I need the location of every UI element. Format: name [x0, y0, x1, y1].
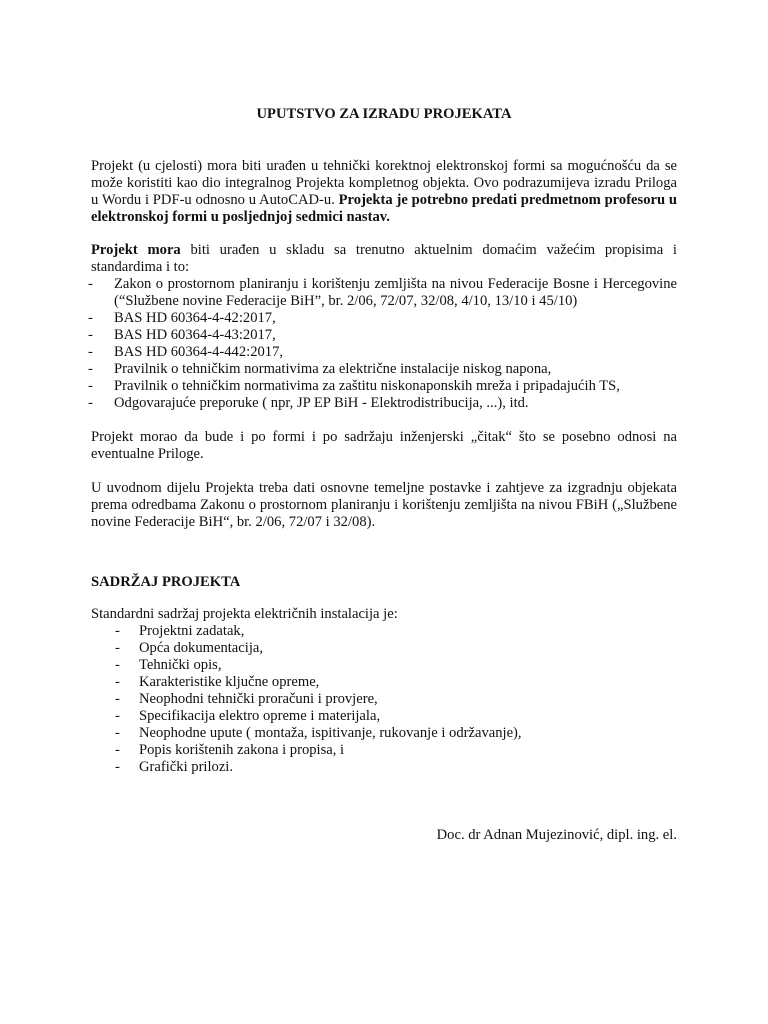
dash-bullet: -: [115, 708, 120, 724]
list-item: [91, 640, 677, 657]
contents-intro: Standardni sadržaj projekta električnih instalacija je:: [91, 606, 398, 622]
dash-bullet: -: [115, 623, 120, 639]
requirements-text: biti urađen u skladu sa trenutno aktuelnim domaćim važećim propisima i standardima i to:: [91, 242, 677, 275]
list-item: [91, 674, 677, 691]
list-item: [88, 395, 677, 412]
intro-paragraph: [91, 158, 677, 226]
list-item: [88, 361, 677, 378]
dash-bullet: -: [88, 327, 93, 343]
list-item-text: Grafički prilozi.: [139, 759, 234, 775]
list-item-text: Neophodne upute ( montaža, ispitivanje, rukovanje i održavanje),: [139, 725, 522, 741]
list-item-text: Pravilnik o tehničkim normativima za zaštitu niskonaponskih mreža i pripadajućih TS,: [114, 378, 620, 394]
requirements-paragraph: [91, 242, 677, 276]
list-item: [91, 623, 677, 640]
list-item-text: Specifikacija elektro opreme i materijala,: [139, 708, 381, 724]
dash-bullet: -: [115, 759, 120, 775]
document-title: UPUTSTVO ZA IZRADU PROJEKATA: [256, 106, 512, 122]
list-item-text: Odgovarajuće preporuke ( npr, JP EP BiH - Elektrodistribucija, ...), itd.: [114, 395, 529, 411]
contents-list: [91, 623, 677, 776]
list-item: [88, 378, 677, 395]
intro-bold-text: Projekta je potrebno predati predmetnom profesoru u elektronskoj formi u posljednjoj sedmici nastav.: [91, 192, 677, 225]
readability-paragraph: Projekt morao da bude i po formi i po sadržaju inženjerski „čitak“ što se posebno odnosi na eventualne Priloge.: [91, 429, 677, 462]
list-item: [91, 759, 677, 776]
dash-bullet: -: [115, 691, 120, 707]
dash-bullet: -: [88, 395, 93, 411]
dash-bullet: -: [115, 725, 120, 741]
list-item-text: BAS HD 60364-4-42:2017,: [114, 310, 276, 326]
document-body: [88, 106, 677, 844]
regulations-list: [88, 276, 677, 412]
section-heading: SADRŽAJ PROJEKTA: [91, 574, 241, 590]
dash-bullet: -: [88, 378, 93, 394]
dash-bullet: -: [88, 344, 93, 360]
dash-bullet: -: [88, 276, 93, 292]
list-item-text: Popis korištenih zakona i propisa, i: [139, 742, 345, 758]
intro-text: Projekt (u cjelosti) mora biti urađen u tehnički korektnoj elektronskoj formi sa mogućnošću da se može koristiti kao dio integralnog Projekta kompletnog objekta. Ovo podrazumijeva izradu Priloga u Wordu i PDF-u odnosno u AutoCAD-u.: [91, 158, 677, 208]
list-item-text: Pravilnik o tehničkim normativima za električne instalacije niskog napona,: [114, 361, 552, 377]
dash-bullet: -: [115, 674, 120, 690]
list-item: [88, 344, 677, 361]
author-signature: Doc. dr Adnan Mujezinović, dipl. ing. el.: [436, 827, 677, 843]
list-item: [91, 657, 677, 674]
list-item-text: Neophodni tehnički proračuni i provjere,: [139, 691, 378, 707]
list-item-text: Zakon o prostornom planiranju i korištenju zemljišta na nivou Federacije Bosne i Hercegovine (“Službene novine Federacije BiH”, br. 2/06, 72/07, 32/08, 4/10, 13/10 i 45/10): [114, 276, 677, 309]
list-item: [88, 327, 677, 344]
dash-bullet: -: [88, 310, 93, 326]
list-item-text: BAS HD 60364-4-442:2017,: [114, 344, 284, 360]
list-item: [91, 742, 677, 759]
dash-bullet: -: [115, 640, 120, 656]
list-item: [91, 691, 677, 708]
list-item-text: BAS HD 60364-4-43:2017,: [114, 327, 276, 343]
list-item: [88, 310, 677, 327]
list-item: [88, 276, 677, 310]
requirements-bold-text: Projekt mora: [91, 242, 181, 258]
list-item-text: Karakteristike ključne opreme,: [139, 674, 320, 690]
dash-bullet: -: [115, 657, 120, 673]
list-item-text: Projektni zadatak,: [139, 623, 245, 639]
list-item-text: Opća dokumentacija,: [139, 640, 263, 656]
list-item: [91, 725, 677, 742]
introduction-section-paragraph: U uvodnom dijelu Projekta treba dati osnovne temeljne postavke i zahtjeve za izgradnju objekata prema odredbama Zakonu o prostornom planiranju i korištenju zemljišta na nivou FBiH („Službene novine Federacije BiH“, br. 2/06, 72/07 i 32/08).: [91, 480, 677, 530]
list-item: [91, 708, 677, 725]
dash-bullet: -: [88, 361, 93, 377]
dash-bullet: -: [115, 742, 120, 758]
list-item-text: Tehnički opis,: [139, 657, 222, 673]
